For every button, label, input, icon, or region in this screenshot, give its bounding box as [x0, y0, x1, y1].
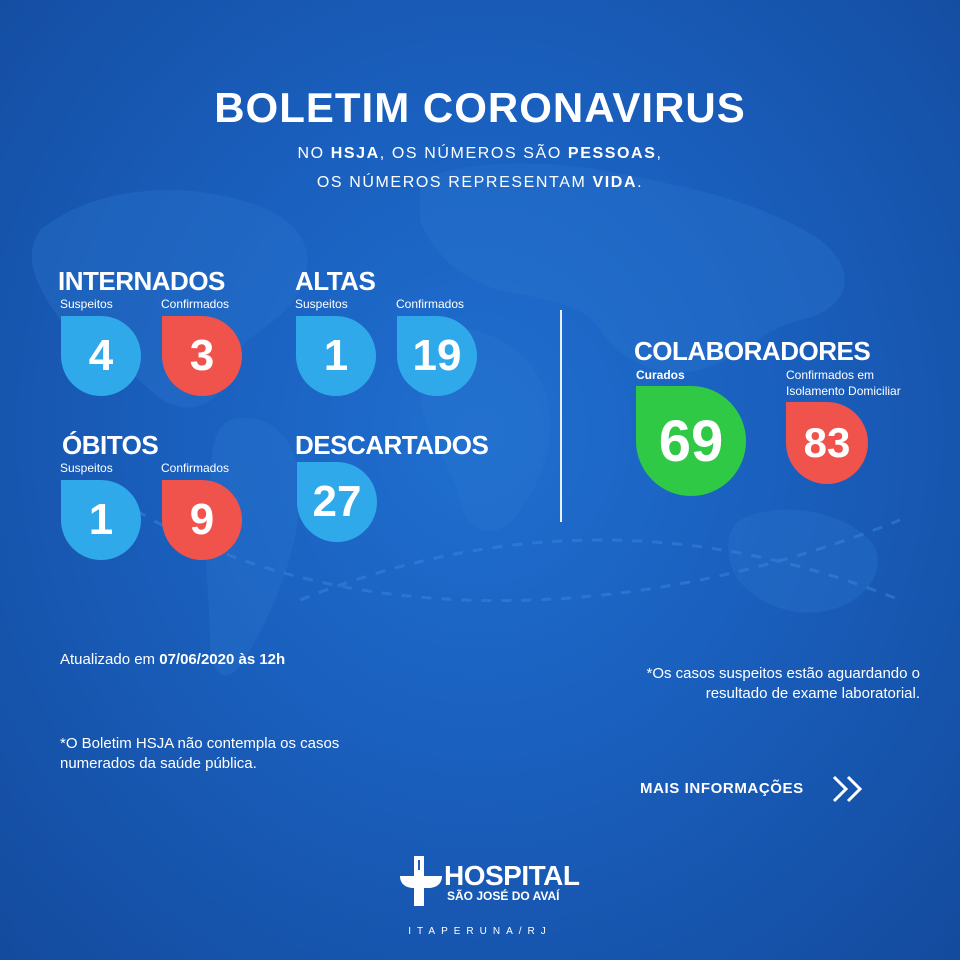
- note-right-line-2: resultado de exame laboratorial.: [705, 685, 920, 702]
- descartados-title: DESCARTADOS: [295, 430, 489, 460]
- altas-title: ALTAS: [295, 266, 376, 296]
- internados-suspeitos-label: Suspeitos: [60, 297, 113, 311]
- curados-value: 69: [636, 386, 746, 496]
- logo-name: HOSPITAL: [444, 860, 580, 891]
- isolamento-value: 83: [786, 402, 868, 484]
- obitos-confirmados-label: Confirmados: [161, 461, 230, 475]
- curados-label: Curados: [636, 368, 685, 382]
- page-title: BOLETIM CORONAVIRUS: [214, 84, 746, 131]
- subtitle-line-1: NO HSJA, OS NÚMEROS SÃO PESSOAS,: [297, 145, 663, 162]
- note-left-line-1: *O Boletim HSJA não contempla os casos: [60, 735, 340, 752]
- updated-text: Atualizado em 07/06/2020 às 12h: [60, 651, 286, 668]
- altas-confirmados-value: 19: [397, 316, 477, 396]
- obitos-title: ÓBITOS: [62, 430, 159, 460]
- descartados-value: 27: [297, 462, 377, 542]
- obitos-suspeitos-value: 1: [61, 480, 141, 560]
- mais-informacoes-link[interactable]: [640, 780, 804, 797]
- altas-suspeitos-label: Suspeitos: [295, 297, 348, 311]
- note-left: [60, 734, 339, 774]
- obitos-suspeitos-label: Suspeitos: [60, 461, 113, 475]
- divider: [560, 310, 562, 522]
- internados-title: INTERNADOS: [58, 266, 225, 296]
- note-right-line-1: *Os casos suspeitos estão aguardando o: [646, 665, 920, 682]
- isolamento-label-1: Confirmados em: [786, 368, 875, 382]
- double-chevron-right-icon[interactable]: [830, 774, 866, 804]
- internados-confirmados-value: 3: [162, 316, 242, 396]
- altas-confirmados-label: Confirmados: [396, 297, 465, 311]
- colaboradores-title: COLABORADORES: [634, 336, 871, 366]
- logo-subtitle: SÃO JOSÉ DO AVAÍ: [447, 889, 560, 903]
- subtitle-line-2: OS NÚMEROS REPRESENTAM VIDA.: [316, 174, 644, 191]
- internados-confirmados-label: Confirmados: [161, 297, 230, 311]
- obitos-confirmados-value: 9: [162, 480, 242, 560]
- logo-city: ITAPERUNA/RJ: [408, 926, 552, 937]
- hospital-cross-logo-icon: [398, 854, 444, 908]
- altas-suspeitos-value: 1: [296, 316, 376, 396]
- internados-suspeitos-value: 4: [61, 316, 141, 396]
- note-left-line-2: numerados da saúde pública.: [60, 755, 257, 772]
- note-right: [646, 664, 920, 704]
- mais-informacoes-label: MAIS INFORMAÇÕES: [640, 780, 804, 797]
- isolamento-label-2: Isolamento Domiciliar: [786, 384, 901, 398]
